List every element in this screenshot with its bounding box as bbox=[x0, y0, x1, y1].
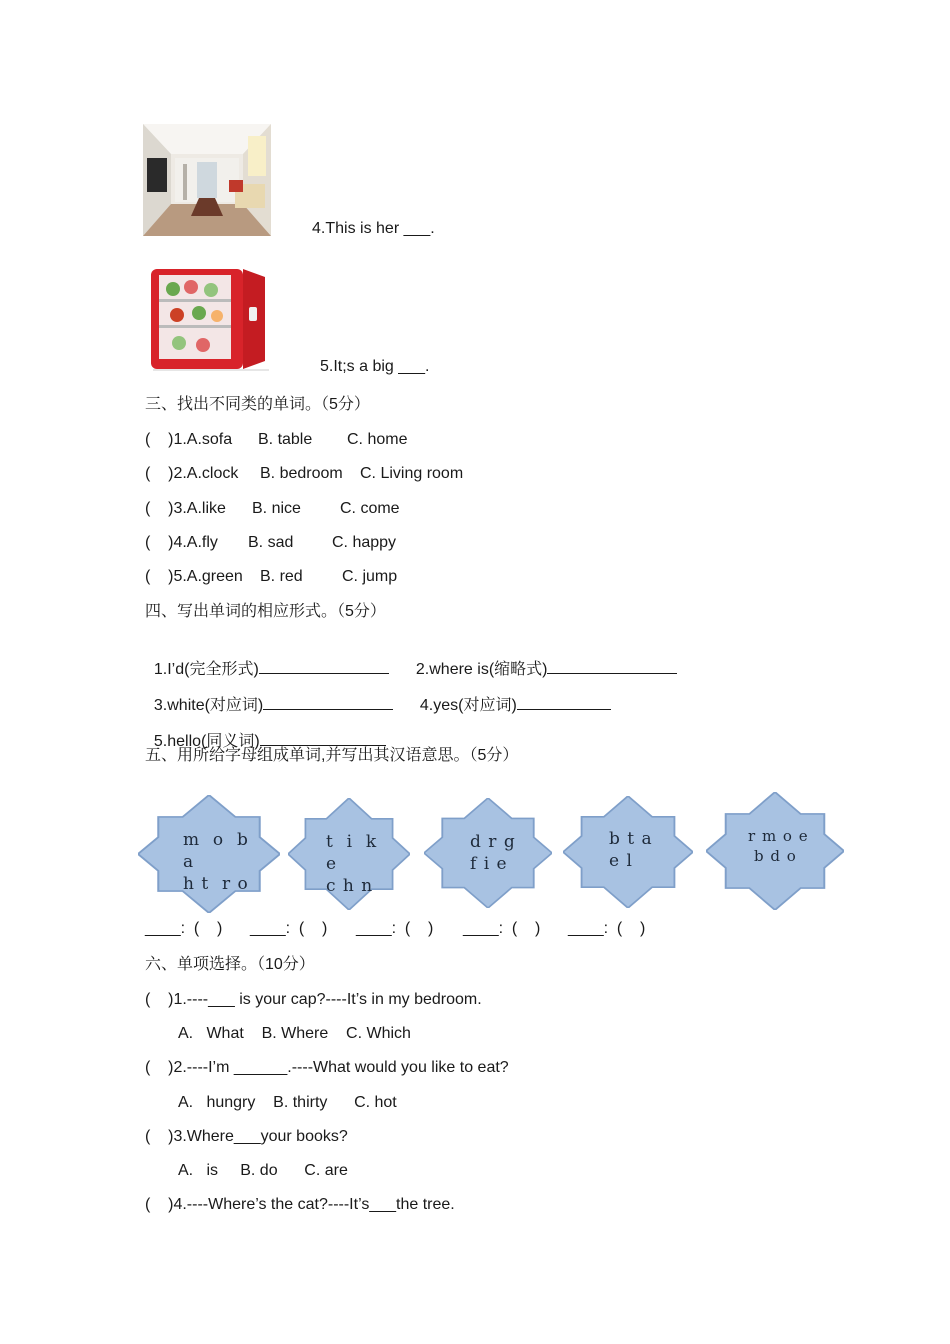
star-letters-line-2: e bbox=[326, 854, 338, 874]
star-letters-line-1: t i k bbox=[326, 832, 378, 852]
section-6-title: 六、单项选择。（10分） bbox=[145, 956, 315, 973]
option-c: C. home bbox=[347, 431, 408, 448]
answer-slot-2[interactable]: ____: ( ) bbox=[250, 920, 328, 937]
answer-slot-5[interactable]: ____: ( ) bbox=[568, 920, 646, 937]
option-c: C. come bbox=[340, 500, 400, 517]
question-1-options: A. What B. Where C. Which bbox=[178, 1025, 411, 1042]
option-b: B. red bbox=[260, 568, 303, 585]
option-b: B. bedroom bbox=[260, 465, 343, 482]
option-b: B. sad bbox=[248, 534, 294, 551]
question-3-stem: ( )3.Where___your books? bbox=[145, 1128, 348, 1145]
item-number: ( )2.A.clock bbox=[145, 465, 239, 482]
star-letters-line-2: b d o bbox=[754, 847, 797, 865]
star-letters-line-2: f i e bbox=[470, 854, 508, 874]
answer-slot-3[interactable]: ____: ( ) bbox=[356, 920, 434, 937]
question-2-options: A. hungry B. thirty C. hot bbox=[178, 1094, 397, 1111]
red-fridge-picture bbox=[143, 263, 278, 375]
section-3-title: 三、找出不同类的单词。（5分） bbox=[145, 396, 370, 413]
living-room-picture bbox=[143, 124, 271, 236]
answer-blank[interactable] bbox=[547, 658, 677, 674]
item-number: ( )4.A.fly bbox=[145, 534, 218, 551]
letter-star-5 bbox=[706, 792, 844, 910]
answer-slot-1[interactable]: ____: ( ) bbox=[145, 920, 223, 937]
star-letters-line-1: m o b bbox=[183, 830, 249, 850]
question-4-text: 4.This is her ___. bbox=[312, 220, 435, 237]
question-3-options: A. is B. do C. are bbox=[178, 1162, 348, 1179]
section-4-title: 四、写出单词的相应形式。（5分） bbox=[145, 603, 386, 620]
item-label: 1.I’d(完全形式) bbox=[153, 661, 259, 678]
question-5-text: 5.It;s a big ___. bbox=[320, 358, 430, 375]
option-c: C. happy bbox=[332, 534, 397, 551]
question-1-stem: ( )1.----___ is your cap?----It’s in my bedroom. bbox=[145, 991, 482, 1008]
answer-blank[interactable] bbox=[517, 694, 611, 710]
answer-blank[interactable] bbox=[263, 694, 393, 710]
star-letters-line-1: r m o e bbox=[748, 827, 809, 845]
letter-star-4 bbox=[563, 796, 693, 908]
section-5-title: 五、用所给字母组成单词,并写出其汉语意思。（5分） bbox=[145, 747, 519, 764]
option-b: B. nice bbox=[252, 500, 301, 517]
star-letters-line-2: a bbox=[183, 852, 195, 872]
option-c: C. Living room bbox=[360, 465, 464, 482]
option-b: B. table bbox=[258, 431, 313, 448]
star-letters-line-3: c h n bbox=[326, 876, 374, 896]
letter-star-1 bbox=[138, 795, 280, 913]
item-label: 2.where is(缩略式) bbox=[415, 661, 548, 678]
item-number: ( )1.A.sofa bbox=[145, 431, 233, 448]
item-label: 5.hello(同义词) bbox=[153, 733, 260, 750]
star-letters-line-1: b t a bbox=[609, 829, 653, 849]
item-label: 4.yes(对应词) bbox=[419, 697, 517, 714]
question-4-stem: ( )4.----Where’s the cat?----It’s___the tree. bbox=[145, 1196, 455, 1213]
answer-blank[interactable] bbox=[260, 730, 386, 746]
answer-blank[interactable] bbox=[259, 658, 389, 674]
answer-slot-4[interactable]: ____: ( ) bbox=[463, 920, 541, 937]
star-letters-line-2: e l bbox=[609, 851, 633, 871]
section-4-item-4 bbox=[411, 674, 611, 716]
item-number: ( )3.A.like bbox=[145, 500, 226, 517]
item-number: ( )5.A.green bbox=[145, 568, 243, 585]
option-c: C. jump bbox=[342, 568, 398, 585]
question-2-stem: ( )2.----I’m ______.----What would you like to eat? bbox=[145, 1059, 509, 1076]
item-label: 3.white(对应词) bbox=[153, 697, 264, 714]
star-letters-line-1: d r g bbox=[470, 832, 516, 852]
star-letters-line-3: h t r o bbox=[183, 874, 249, 894]
letter-star-2 bbox=[288, 798, 410, 910]
letter-star-3 bbox=[424, 798, 552, 908]
